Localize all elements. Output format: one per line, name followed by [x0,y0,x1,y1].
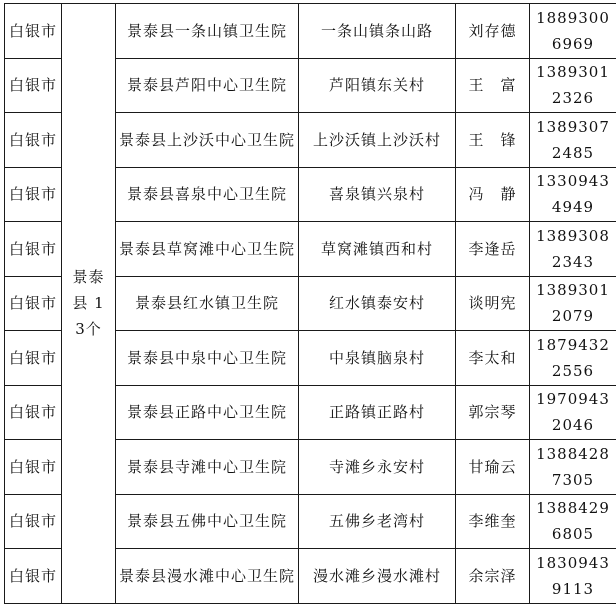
contact-name-cell: 王 锋 [456,113,530,168]
city-cell: 白银市 [5,222,62,277]
phone-cell [530,331,616,386]
city-cell: 白银市 [5,276,62,331]
phone-line-1: 1389301 [536,63,610,82]
phone-line-1: 1889300 [536,8,610,27]
phone-cell [530,440,616,495]
phone-line-1: 1389301 [536,281,610,300]
contact-name-cell: 甘瑜云 [456,440,530,495]
phone-cell [530,222,616,277]
county-cell [62,4,116,604]
hospital-contact-table [4,3,616,604]
table-body [5,4,616,604]
table-row [5,4,616,59]
address-cell: 正路镇正路村 [299,385,456,440]
phone-line-1: 1388428 [536,444,610,463]
phone-cell [530,167,616,222]
phone-line-2: 2485 [551,143,595,162]
city-cell: 白银市 [5,440,62,495]
contact-name-cell: 李维奎 [456,494,530,549]
phone-line-2: 6969 [551,34,595,53]
phone-line-2: 2079 [551,307,595,326]
city-cell: 白银市 [5,113,62,168]
phone-line-1: 1330943 [536,172,610,191]
address-cell: 漫水滩乡漫水滩村 [299,549,456,604]
phone-line-2: 4949 [551,198,595,217]
city-cell: 白银市 [5,167,62,222]
address-cell: 芦阳镇东关村 [299,58,456,113]
hospital-name-cell: 景泰县喜泉中心卫生院 [116,167,299,222]
city-cell: 白银市 [5,385,62,440]
contact-name-cell: 郭宗琴 [456,385,530,440]
phone-cell [530,385,616,440]
phone-line-2: 7305 [551,470,595,489]
county-line: 景泰 [72,268,105,287]
phone-line-2: 2326 [551,89,595,108]
hospital-name-cell: 景泰县一条山镇卫生院 [116,4,299,59]
hospital-name-cell: 景泰县五佛中心卫生院 [116,494,299,549]
hospital-name-cell: 景泰县中泉中心卫生院 [116,331,299,386]
county-line: 3个 [75,320,102,339]
hospital-name-cell: 景泰县正路中心卫生院 [116,385,299,440]
contact-name-cell: 李逢岳 [456,222,530,277]
phone-line-1: 1970943 [536,390,610,409]
phone-line-1: 1830943 [536,553,610,572]
phone-line-1: 1389308 [536,226,610,245]
contact-name-cell: 刘存德 [456,4,530,59]
phone-line-1: 1879432 [536,335,610,354]
hospital-name-cell: 景泰县红水镇卫生院 [116,276,299,331]
hospital-name-cell: 景泰县漫水滩中心卫生院 [116,549,299,604]
phone-cell [530,58,616,113]
phone-line-2: 2046 [551,416,595,435]
address-cell: 寺滩乡永安村 [299,440,456,495]
phone-line-2: 2343 [551,252,595,271]
address-cell: 上沙沃镇上沙沃村 [299,113,456,168]
phone-cell [530,494,616,549]
city-cell: 白银市 [5,331,62,386]
address-cell: 一条山镇条山路 [299,4,456,59]
address-cell: 喜泉镇兴泉村 [299,167,456,222]
phone-cell [530,113,616,168]
phone-cell [530,4,616,59]
address-cell: 草窝滩镇西和村 [299,222,456,277]
phone-line-1: 1389307 [536,117,610,136]
contact-name-cell: 谈明宪 [456,276,530,331]
phone-line-1: 1388429 [536,499,610,518]
city-cell: 白银市 [5,494,62,549]
phone-line-2: 2556 [551,361,595,380]
contact-name-cell: 冯 静 [456,167,530,222]
hospital-name-cell: 景泰县草窝滩中心卫生院 [116,222,299,277]
address-cell: 红水镇泰安村 [299,276,456,331]
hospital-name-cell: 景泰县芦阳中心卫生院 [116,58,299,113]
contact-name-cell: 李太和 [456,331,530,386]
phone-line-2: 6805 [551,525,595,544]
city-cell: 白银市 [5,4,62,59]
county-line: 县 1 [72,294,105,313]
hospital-name-cell: 景泰县上沙沃中心卫生院 [116,113,299,168]
hospital-name-cell: 景泰县寺滩中心卫生院 [116,440,299,495]
address-cell: 中泉镇脑泉村 [299,331,456,386]
contact-name-cell: 王 富 [456,58,530,113]
address-cell: 五佛乡老湾村 [299,494,456,549]
city-cell: 白银市 [5,58,62,113]
phone-cell [530,276,616,331]
city-cell: 白银市 [5,549,62,604]
contact-name-cell: 余宗泽 [456,549,530,604]
phone-line-2: 9113 [551,579,595,598]
phone-cell [530,549,616,604]
